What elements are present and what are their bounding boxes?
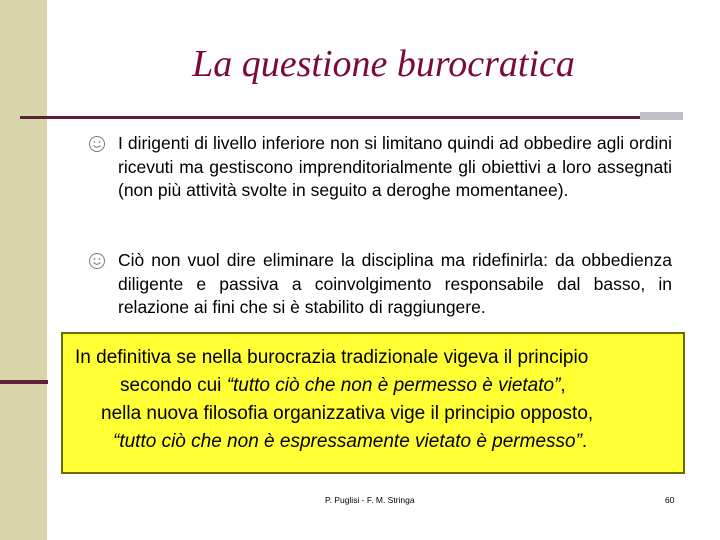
title-divider-line [20,116,640,119]
smiley-icon [88,252,106,270]
bullet-item-1 [88,132,672,203]
smiley-icon [88,135,106,153]
highlight-quote-2: “tutto ciò che non è espressamente vietato è permesso” [113,431,582,452]
bullet-item-2 [88,249,672,320]
highlight-line-1: In definitiva se nella burocrazia tradizionale vigeva il principio [75,347,589,368]
side-decoration-strip [0,0,47,540]
slide-title: La questione burocratica [192,43,575,85]
footer-author: P. Puglisi - F. M. Stringa [325,495,415,505]
highlight-line-2-prefix: secondo cui [120,375,227,396]
highlight-quote-1: “tutto ciò che non è permesso è vietato” [226,375,561,396]
highlight-box [61,332,685,474]
highlight-line-2 [120,372,566,400]
highlight-line-4 [113,428,587,456]
footer-page-number: 60 [665,495,675,505]
bullet-text: Ciò non vuol dire eliminare la disciplina ma ridefinirla: da obbedienza diligente e passiva a coinvolgimento responsabile dal basso, in relazione ai fini che si è stabilito di raggiungere. [118,250,672,317]
title-divider-accent [640,112,683,120]
side-divider-line [0,380,48,384]
highlight-line-2-suffix: , [560,375,566,396]
highlight-line-3: nella nuova filosofia organizzativa vige il principio opposto, [101,403,594,424]
bullet-text: I dirigenti di livello inferiore non si limitano quindi ad obbedire agli ordini ricevuti ma gestiscono imprenditorialmente gli obiettivi a loro assegnati (non più attività svolte in seguito a deroghe momentanee). [118,133,672,200]
highlight-line-4-suffix: . [581,431,588,452]
